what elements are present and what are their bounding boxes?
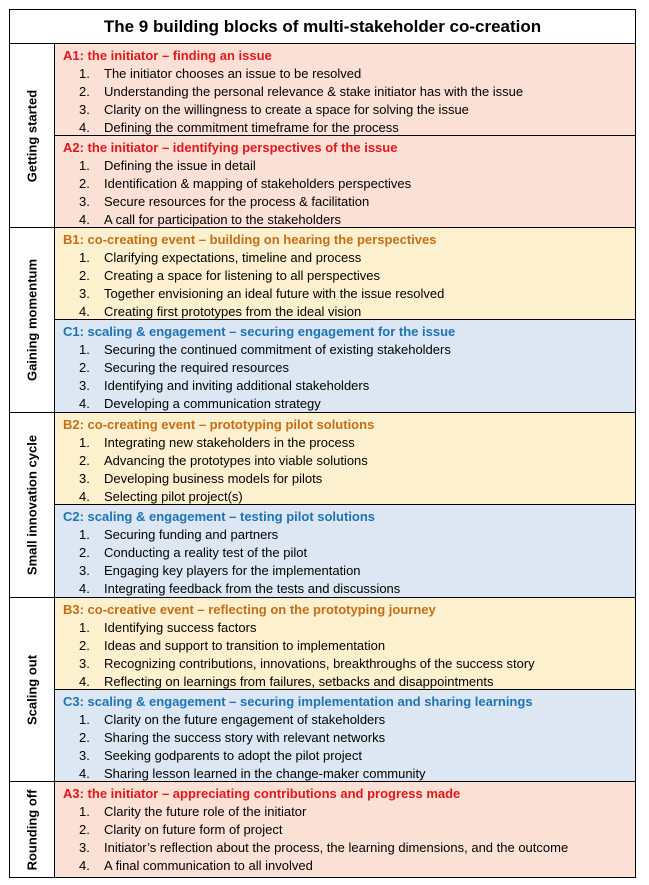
block-items bbox=[63, 803, 635, 875]
list-item: 1. Clarifying expectations, timeline and process bbox=[79, 250, 362, 265]
list-item: 1. Securing funding and partners bbox=[79, 527, 279, 542]
list-item: 2. Securing the required resources bbox=[79, 360, 289, 375]
block-heading: A1: the initiator – finding an issue bbox=[63, 48, 272, 63]
list-item: 2. Sharing the success story with relevant networks bbox=[79, 730, 386, 745]
list-item: 4. Developing a communication strategy bbox=[79, 396, 321, 411]
list-item: 4. Reflecting on learnings from failures, setbacks and disappointments bbox=[79, 674, 494, 689]
list-item: 3. Initiator’s reflection about the process, the learning dimensions, and the outcome bbox=[79, 840, 569, 855]
block-items bbox=[63, 711, 635, 783]
block-a3 bbox=[55, 782, 635, 877]
list-item: 1. Integrating new stakeholders in the process bbox=[79, 435, 355, 450]
list-item: 2. Conducting a reality test of the pilot bbox=[79, 545, 308, 560]
block-heading: A3: the initiator – appreciating contributions and progress made bbox=[63, 786, 461, 801]
phase-label: Rounding off bbox=[24, 789, 40, 870]
phase-label: Getting started bbox=[24, 89, 40, 182]
phase-getting-started bbox=[10, 44, 55, 228]
list-item: 1. Identifying success factors bbox=[79, 620, 257, 635]
building-blocks-table bbox=[9, 9, 636, 878]
list-item: 4. Defining the commitment timeframe for the process bbox=[79, 120, 399, 135]
list-item: 3. Developing business models for pilots bbox=[79, 471, 323, 486]
block-a2 bbox=[55, 136, 635, 228]
phase-label: Gaining momentum bbox=[24, 258, 40, 382]
block-items bbox=[63, 434, 635, 506]
list-item: 4. Sharing lesson learned in the change-maker community bbox=[79, 766, 426, 781]
phase-gaining-momentum bbox=[10, 228, 55, 413]
block-heading: C1: scaling & engagement – securing engagement for the issue bbox=[63, 324, 456, 339]
list-item: 3. Together envisioning an ideal future with the issue resolved bbox=[79, 286, 445, 301]
phase-scaling-out bbox=[10, 598, 55, 782]
block-items bbox=[63, 526, 635, 598]
block-a1 bbox=[55, 44, 635, 136]
list-item: 3. Secure resources for the process & facilitation bbox=[79, 194, 370, 209]
list-item: 1. Clarity on the future engagement of stakeholders bbox=[79, 712, 386, 727]
block-heading: C2: scaling & engagement – testing pilot solutions bbox=[63, 509, 376, 524]
list-item: 3. Clarity on the willingness to create a space for solving the issue bbox=[79, 102, 469, 117]
list-item: 1. Defining the issue in detail bbox=[79, 158, 256, 173]
block-b3 bbox=[55, 598, 635, 690]
block-heading: C3: scaling & engagement – securing implementation and sharing learnings bbox=[63, 694, 533, 709]
list-item: 3. Recognizing contributions, innovations, breakthroughs of the success story bbox=[79, 656, 535, 671]
list-item: 2. Advancing the prototypes into viable solutions bbox=[79, 453, 368, 468]
list-item: 4. Creating first prototypes from the ideal vision bbox=[79, 304, 362, 319]
block-items bbox=[63, 619, 635, 691]
block-items bbox=[63, 249, 635, 321]
list-item: 2. Ideas and support to transition to implementation bbox=[79, 638, 386, 653]
phase-rounding-off bbox=[10, 782, 55, 877]
list-item: 4. A call for participation to the stakeholders bbox=[79, 212, 342, 227]
table-title: The 9 building blocks of multi-stakeholder co-creation bbox=[10, 10, 635, 44]
block-heading: B1: co-creating event – building on hearing the perspectives bbox=[63, 232, 437, 247]
list-item: 4. A final communication to all involved bbox=[79, 858, 313, 873]
list-item: 1. The initiator chooses an issue to be resolved bbox=[79, 66, 362, 81]
block-items bbox=[63, 157, 635, 229]
phase-label: Small innovation cycle bbox=[24, 434, 40, 576]
block-b1 bbox=[55, 228, 635, 320]
list-item: 2. Understanding the personal relevance & stake initiator has with the issue bbox=[79, 84, 524, 99]
list-item: 3. Seeking godparents to adopt the pilot project bbox=[79, 748, 363, 763]
block-items bbox=[63, 341, 635, 413]
list-item: 3. Engaging key players for the implementation bbox=[79, 563, 361, 578]
block-c2 bbox=[55, 505, 635, 598]
list-item: 3. Identifying and inviting additional stakeholders bbox=[79, 378, 370, 393]
block-items bbox=[63, 65, 635, 137]
block-c3 bbox=[55, 690, 635, 782]
list-item: 1. Securing the continued commitment of existing stakeholders bbox=[79, 342, 451, 357]
list-item: 4. Selecting pilot project(s) bbox=[79, 489, 243, 504]
list-item: 2. Clarity on future form of project bbox=[79, 822, 283, 837]
block-b2 bbox=[55, 413, 635, 505]
block-heading: B2: co-creating event – prototyping pilot solutions bbox=[63, 417, 375, 432]
list-item: 1. Clarity the future role of the initiator bbox=[79, 804, 307, 819]
block-heading: B3: co-creative event – reflecting on the prototyping journey bbox=[63, 602, 436, 617]
phase-label: Scaling out bbox=[24, 654, 40, 725]
block-c1 bbox=[55, 320, 635, 413]
block-heading: A2: the initiator – identifying perspectives of the issue bbox=[63, 140, 398, 155]
phase-small-innovation-cycle bbox=[10, 413, 55, 598]
list-item: 2. Creating a space for listening to all perspectives bbox=[79, 268, 381, 283]
list-item: 2. Identification & mapping of stakeholders perspectives bbox=[79, 176, 412, 191]
list-item: 4. Integrating feedback from the tests and discussions bbox=[79, 581, 401, 596]
